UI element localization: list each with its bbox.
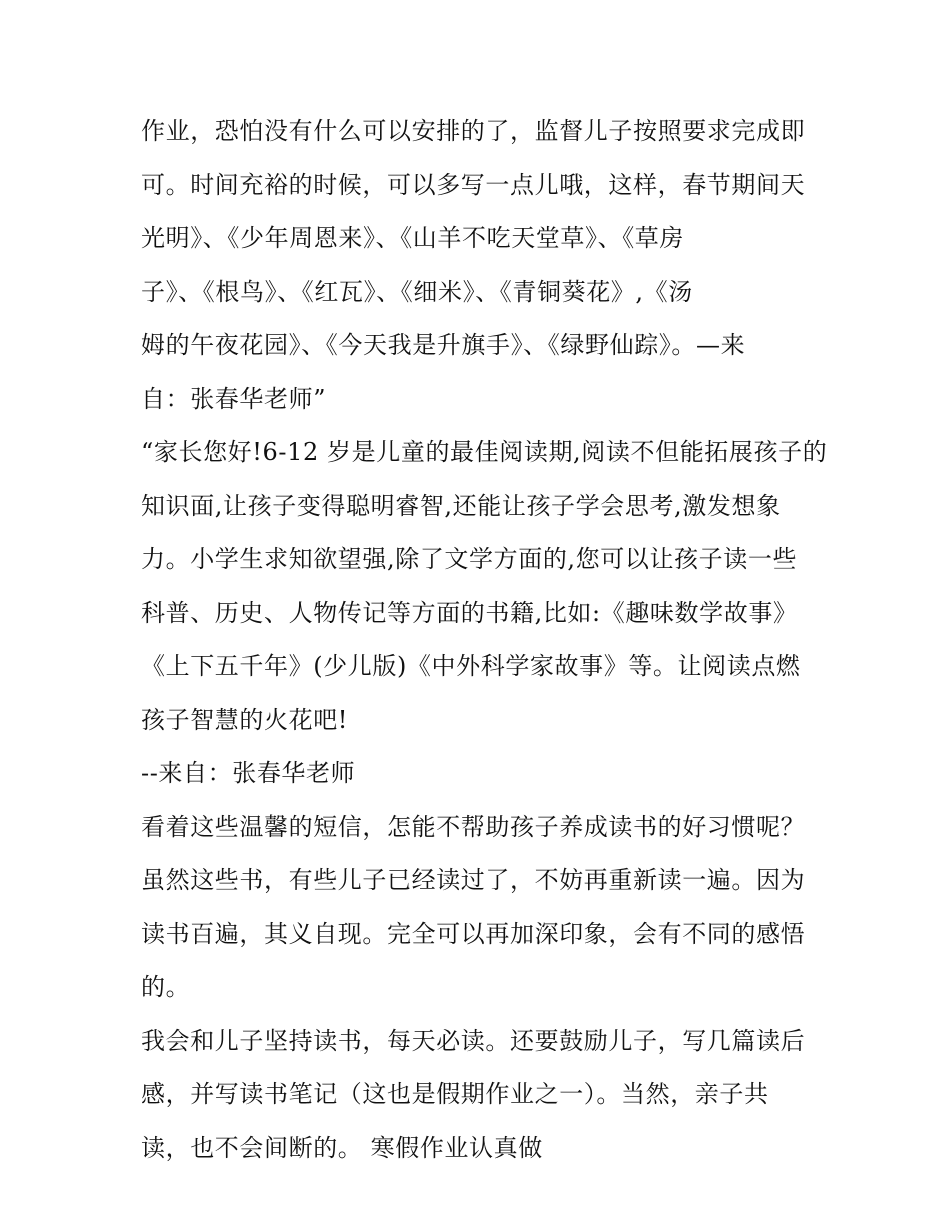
- text-line: 自：张春华老师”: [141, 384, 327, 413]
- text-line: 力。小学生求知欲望强,除了文学方面的,您可以让孩子读一些: [141, 545, 798, 573]
- text-line: 可。时间充裕的时候，可以多写一点儿哦，这样，春节期间天: [141, 170, 806, 199]
- text-line: 虽然这些书，有些儿子已经读过了，不妨再重新读一遍。因为: [141, 866, 806, 894]
- text-line: 知识面,让孩子变得聪明睿智,还能让孩子学会思考,激发想象: [141, 491, 781, 520]
- text-line: “家长您好!6-12 岁是儿童的最佳阅读期,阅读不但能拓展孩子的: [141, 438, 828, 466]
- text-line: 姆的午夜花园》、《今天我是升旗手》、《绿野仙踪》。—来: [141, 331, 746, 359]
- text-line: 子》、《根鸟》、《红瓦》、《细米》、《青铜葵花》,《汤: [141, 277, 693, 306]
- text-line: 科普、历史、人物传记等方面的书籍,比如:《趣味数学故事》: [141, 598, 798, 627]
- text-line: 光明》、《少年周恩来》、《山羊不吃天堂草》、《草房: [141, 224, 684, 252]
- text-line: 读书百遍，其义自现。完全可以再加深印象，会有不同的感悟: [141, 919, 806, 948]
- text-line: 孩子智慧的火花吧!: [141, 705, 349, 734]
- text-line: --来自：张春华老师: [141, 759, 356, 787]
- text-line: 感，并写读书笔记（这也是假期作业之一）。当然，亲子共: [141, 1080, 769, 1108]
- text-line: 我会和儿子坚持读书，每天必读。还要鼓励儿子，写几篇读后: [141, 1026, 806, 1055]
- text-line: 看着这些温馨的短信，怎能不帮助孩子养成读书的好习惯呢？: [141, 812, 806, 841]
- text-line: 的。: [141, 973, 191, 1001]
- text-line: 《上下五千年》(少儿版)《中外科学家故事》等。让阅读点燃: [141, 652, 801, 680]
- document-body: [141, 105, 828, 1175]
- text-line: 读，也不会间断的。 寒假作业认真做: [141, 1133, 543, 1162]
- text-line: 作业，恐怕没有什么可以安排的了，监督儿子按照要求完成即: [141, 117, 806, 145]
